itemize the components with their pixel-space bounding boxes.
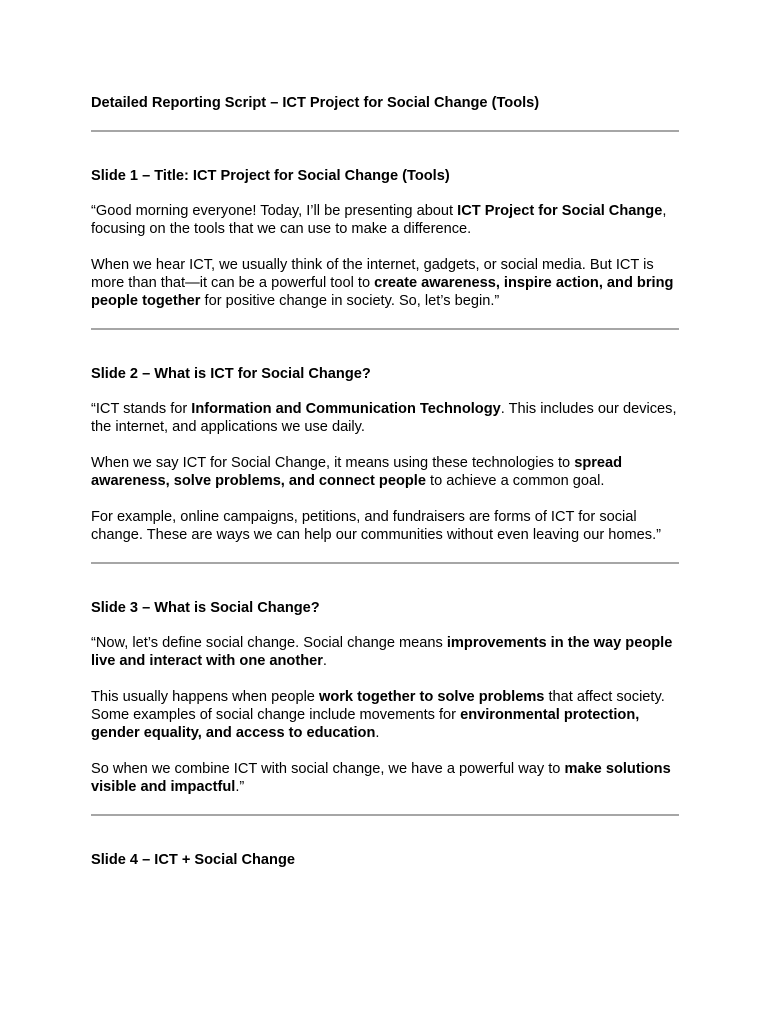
emphasis-text: improvements in the way people live and interact with one another: [91, 635, 673, 669]
body-text: .: [322, 653, 327, 669]
emphasis-text: spread awareness, solve problems, and connect people: [91, 455, 623, 489]
slide-section: [91, 599, 679, 796]
slide-heading: Slide 1 – Title: ICT Project for Social Change (Tools): [91, 168, 450, 184]
body-text: When we hear ICT, we usually think of the internet, gadgets, or social media. But ICT is more than that—it can be a powerful tool to: [91, 257, 654, 291]
slide-section: [91, 365, 679, 544]
section-divider: [91, 328, 679, 330]
section-divider: [91, 814, 679, 816]
slide-paragraph: [91, 202, 679, 238]
body-text: When we say ICT for Social Change, it means using these technologies to: [91, 455, 575, 471]
slide-paragraph: [91, 688, 679, 742]
slide-paragraph: [91, 634, 679, 670]
body-text: .”: [235, 779, 245, 795]
emphasis-text: work together to solve problems: [318, 689, 545, 705]
body-text: , focusing on the tools that we can use to make a difference.: [91, 203, 667, 237]
slide-paragraph: [91, 508, 679, 544]
slide-paragraph: [91, 760, 679, 796]
slides-container: [91, 130, 679, 869]
section-divider: [91, 562, 679, 564]
slide-section: [91, 167, 679, 310]
emphasis-text: Information and Communication Technology: [191, 401, 501, 417]
section-divider: [91, 130, 679, 132]
slide-section: [91, 851, 679, 869]
slide-heading: Slide 2 – What is ICT for Social Change?: [91, 366, 371, 382]
emphasis-text: environmental protection, gender equality, and access to education: [91, 707, 640, 741]
emphasis-text: ICT Project for Social Change: [457, 203, 663, 219]
slide-heading: Slide 4 – ICT + Social Change: [91, 852, 295, 868]
body-text: . This includes our devices, the internet, and applications we use daily.: [91, 401, 677, 435]
body-text: For example, online campaigns, petitions, and fundraisers are forms of ICT for social change. These are ways we can help our communities without even leaving our homes.”: [91, 509, 662, 543]
slide-paragraph: [91, 400, 679, 436]
emphasis-text: create awareness, inspire action, and bring people together: [91, 275, 674, 309]
slide-paragraph: [91, 454, 679, 490]
body-text: “Now, let’s define social change. Social change means: [91, 635, 447, 651]
body-text: “ICT stands for: [91, 401, 192, 417]
body-text: to achieve a common goal.: [425, 473, 605, 489]
body-text: “Good morning everyone! Today, I’ll be presenting about: [91, 203, 458, 219]
slide-heading: Slide 3 – What is Social Change?: [91, 600, 320, 616]
document-title: Detailed Reporting Script – ICT Project for Social Change (Tools): [91, 95, 540, 111]
body-text: This usually happens when people: [91, 689, 319, 705]
body-text: that affect society. Some examples of social change include movements for: [91, 689, 665, 723]
slide-paragraph: [91, 256, 679, 310]
body-text: .: [375, 725, 380, 741]
document-page: [91, 94, 679, 869]
body-text: for positive change in society. So, let’s begin.”: [200, 293, 500, 309]
body-text: So when we combine ICT with social change, we have a powerful way to: [91, 761, 565, 777]
emphasis-text: make solutions visible and impactful: [91, 761, 671, 795]
